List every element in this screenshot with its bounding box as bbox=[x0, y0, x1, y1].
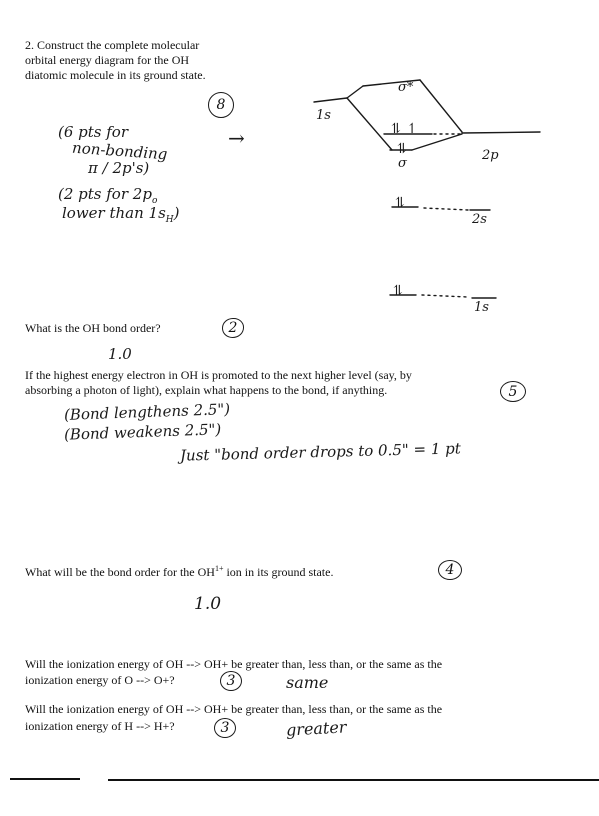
question-1-line-3: diatomic molecule in its ground state. bbox=[25, 68, 206, 82]
label-o-1s: 1s bbox=[474, 300, 489, 315]
sigma-electrons: ⥮ bbox=[396, 141, 408, 157]
question-5-line-2: ionization energy of O --> O+? bbox=[25, 673, 175, 687]
correlation-sigma-star-to-2p bbox=[420, 80, 462, 132]
score-q5: 3 bbox=[226, 673, 236, 689]
score-circle-q3 bbox=[500, 381, 526, 402]
answer-q6: greater bbox=[285, 717, 347, 740]
label-2p: 2p bbox=[482, 148, 499, 163]
answer-q4: 1.0 bbox=[194, 594, 222, 614]
grading-note-a-line-1: (6 pts for bbox=[58, 123, 129, 141]
label-h-1s: 1s bbox=[316, 108, 331, 123]
question-4-text-end: ion in its ground state. bbox=[223, 565, 334, 579]
question-4-text: What will be the bond order for the OH bbox=[25, 565, 215, 579]
correlation-sigma-to-2p bbox=[412, 134, 462, 150]
grading-note-q3-line-1: (Bond lengthens 2.5") bbox=[63, 400, 231, 424]
label-2s: 2s bbox=[472, 212, 487, 227]
score-q3: 5 bbox=[508, 383, 518, 400]
h-1s-level bbox=[314, 98, 347, 102]
label-sigma: σ bbox=[398, 156, 407, 171]
question-1-line-2: orbital energy diagram for the OH bbox=[25, 53, 190, 67]
dotted-2s bbox=[424, 208, 468, 210]
question-3-line-2: absorbing a photon of light), explain what happens to the bond, if anything. bbox=[25, 383, 388, 397]
grading-note-b-sub-h: H bbox=[165, 215, 174, 225]
answer-q5: same bbox=[286, 673, 329, 692]
dotted-1s bbox=[422, 295, 468, 297]
o-2p-level bbox=[462, 132, 540, 133]
question-4-charge: 1+ bbox=[214, 564, 224, 573]
grading-note-b-sub-o: o bbox=[151, 196, 158, 206]
correlation-1s-to-sigma bbox=[347, 98, 392, 150]
question-3-line-1: If the highest energy electron in OH is promoted to the next higher level (say, by bbox=[25, 368, 412, 382]
correlation-1s-to-sigma-star bbox=[347, 86, 363, 98]
grading-note-b-close: ) bbox=[173, 204, 180, 222]
bottom-rule-right bbox=[108, 779, 599, 781]
score-q1: 8 bbox=[216, 97, 226, 113]
electrons-1s: ⥮ bbox=[392, 283, 404, 299]
question-6-line-1: Will the ionization energy of OH --> OH+ be greater than, less than, or the same as the bbox=[25, 702, 443, 716]
score-circle-q5 bbox=[220, 671, 242, 691]
grading-note-a-line-3: π / 2p's) bbox=[88, 159, 150, 177]
grading-note-b-text-2: lower than 1s bbox=[62, 204, 166, 222]
score-circle-q4 bbox=[438, 560, 462, 580]
label-sigma-star: σ* bbox=[398, 80, 414, 95]
electrons-2s: ⥮ bbox=[394, 195, 406, 211]
question-4 bbox=[25, 564, 333, 580]
grading-note-a-line-2: non-bonding bbox=[71, 138, 168, 164]
score-q6: 3 bbox=[220, 720, 230, 736]
grading-note-q3-line-2: (Bond weakens 2.5") bbox=[63, 420, 222, 444]
bottom-rule-left bbox=[10, 778, 80, 780]
score-q4: 4 bbox=[445, 562, 455, 578]
nonbonding-electrons: ⥮ ↿ bbox=[390, 121, 418, 137]
answer-q2: 1.0 bbox=[108, 345, 132, 363]
score-circle-q6 bbox=[214, 718, 236, 738]
question-1-line-1: 2. Construct the complete molecular bbox=[25, 38, 200, 52]
grading-note-q3-line-3: Just "bond order drops to 0.5" = 1 pt bbox=[179, 439, 462, 465]
question-2: What is the OH bond order? bbox=[25, 321, 161, 335]
arrow-icon: → bbox=[228, 126, 245, 150]
question-5-line-1: Will the ionization energy of OH --> OH+ be greater than, less than, or the same as the bbox=[25, 657, 443, 671]
grading-note-b-text-1: (2 pts for 2p bbox=[58, 185, 152, 203]
question-6-line-2: ionization energy of H --> H+? bbox=[25, 719, 175, 733]
score-q2: 2 bbox=[228, 320, 238, 336]
